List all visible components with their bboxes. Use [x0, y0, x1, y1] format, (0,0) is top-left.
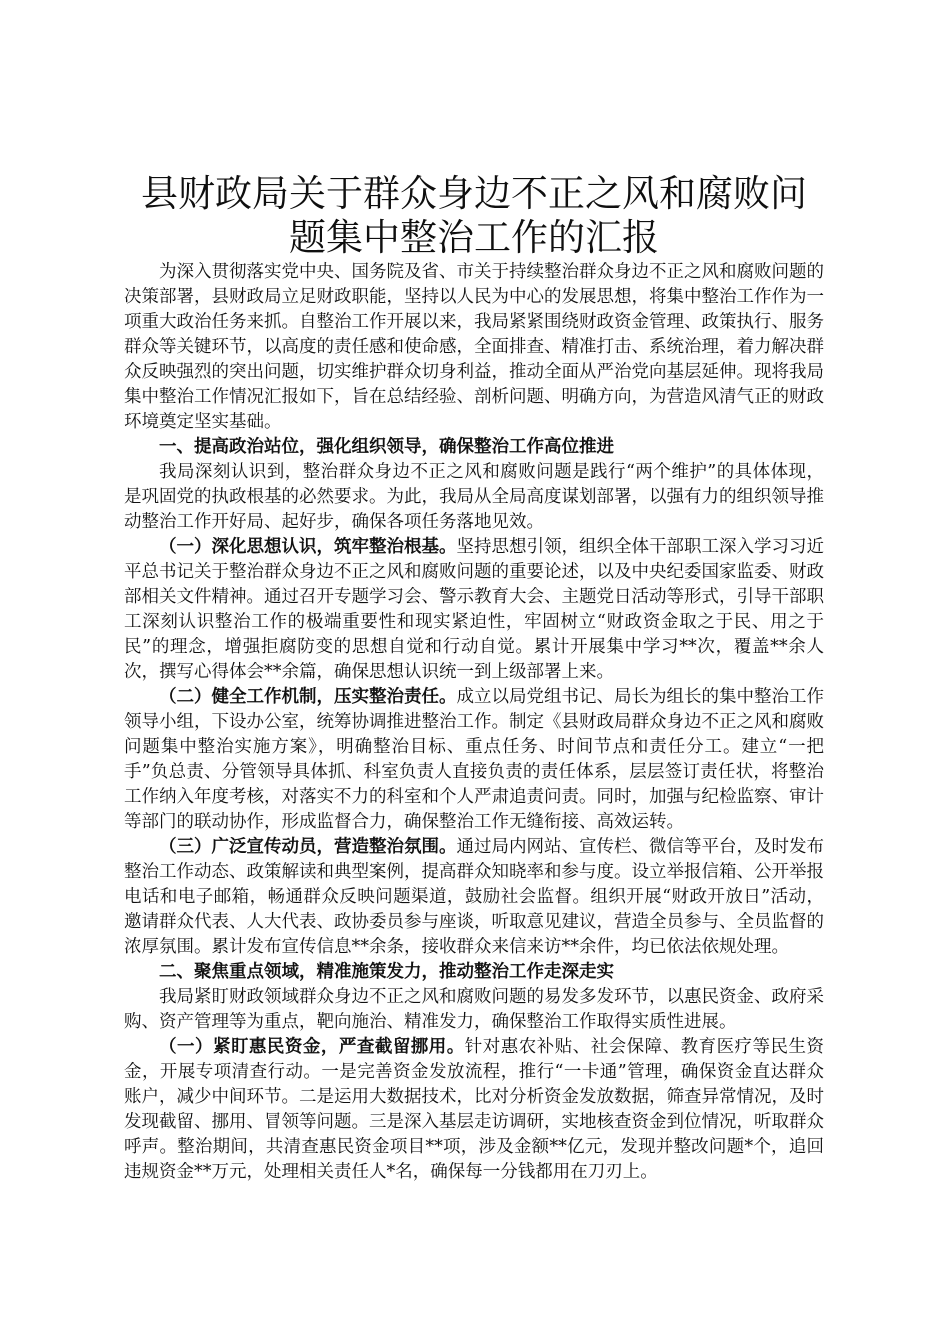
intro-paragraph: 为深入贯彻落实党中央、国务院及省、市关于持续整治群众身边不正之风和腐败问题的决策部署，县财政局立足财政职能，坚持以人民为中心的发展思想，将集中整治工作作为一项重大政治任务来抓。自整治工作开展以来，我局紧紧围绕财政资金管理、政策执行、服务群众等关键环节，以高度的责任感和使命感，全面排查、精准打击、系统治理，着力解决群众反映强烈的突出问题，切实维护群众切身利益，推动全面从严治党向基层延伸。现将我局集中整治工作情况汇报如下，旨在总结经验、剖析问题、明确方向，为营造风清气正的财政环境奠定坚实基础。 [124, 262, 824, 432]
section-1-item-1-text: 坚持思想引领，组织全体干部职工深入学习习近平总书记关于整治群众身边不正之风和腐败问题的重要论述，以及中央纪委国家监委、财政部相关文件精神。通过召开专题学习会、警示教育大会、主题党日活动等形式，引导干部职工深刻认识整治工作的极端重要性和现实紧迫性，牢固树立“财政资金取之于民、用之于民”的理念，增强拒腐防变的思想自觉和行动自觉。累计开展集中学习**次，覆盖**余人次，撰写心得体会**余篇，确保思想认识统一到上级部署上来。 [124, 537, 824, 682]
section-2-item-1-lead: （一）紧盯惠民资金，严查截留挪用。 [159, 1037, 465, 1057]
document-content [124, 172, 824, 1185]
section-1-item-2 [124, 685, 824, 835]
document-body [124, 260, 824, 1185]
section-1-item-3-text: 通过局内网站、宣传栏、微信等平台，及时发布整治工作动态、政策解读和典型案例，提高群众知晓率和参与度。设立举报信箱、公开举报电话和电子邮箱，畅通群众反映问题渠道，鼓励社会监督。组织开展“财政开放日”活动，邀请群众代表、人大代表、政协委员参与座谈，听取意见建议，营造全员参与、全员监督的浓厚氛围。累计发布宣传信息**余条，接收群众来信来访**余件，均已依法依规处理。 [124, 837, 824, 957]
section-2-intro: 我局紧盯财政领域群众身边不正之风和腐败问题的易发多发环节，以惠民资金、政府采购、资产管理等为重点，靶向施治、精准发力，确保整治工作取得实质性进展。 [124, 987, 824, 1032]
section-1-item-3 [124, 835, 824, 960]
section-1-intro: 我局深刻认识到，整治群众身边不正之风和腐败问题是践行“两个维护”的具体体现，是巩固党的执政根基的必然要求。为此，我局从全局高度谋划部署，以强有力的组织领导推动整治工作开好局、起好步，确保各项任务落地见效。 [124, 462, 824, 532]
section-1-item-1-lead: （一）深化思想认识，筑牢整治根基。 [159, 537, 457, 557]
section-1-item-2-lead: （二）健全工作机制，压实整治责任。 [159, 687, 457, 707]
section-1-item-1 [124, 535, 824, 685]
section-1-heading: 一、提高政治站位，强化组织领导，确保整治工作高位推进 [159, 437, 614, 457]
document-title: 县财政局关于群众身边不正之风和腐败问题集中整治工作的汇报 [141, 172, 807, 259]
section-1-item-3-lead: （三）广泛宣传动员，营造整治氛围。 [159, 837, 457, 857]
section-1-item-2-text: 成立以局党组书记、局长为组长的集中整治工作领导小组，下设办公室，统筹协调推进整治工作。制定《县财政局群众身边不正之风和腐败问题集中整治实施方案》，明确整治目标、重点任务、时间节点和责任分工。建立“一把手”负总责、分管领导具体抓、科室负责人直接负责的责任体系，层层签订责任状，将整治工作纳入年度考核，对落实不力的科室和个人严肃追责问责。同时，加强与纪检监察、审计等部门的联动协作，形成监督合力，确保整治工作无缝衔接、高效运转。 [124, 687, 824, 832]
section-2-heading: 二、聚焦重点领域，精准施策发力，推动整治工作走深走实 [159, 962, 614, 982]
section-2-item-1 [124, 1035, 824, 1185]
section-2-item-1-text: 针对惠农补贴、社会保障、教育医疗等民生资金，开展专项清查行动。一是完善资金发放流程，推行“一卡通”管理，确保资金直达群众账户，减少中间环节。二是运用大数据技术，比对分析资金发放数据，筛查异常情况，及时发现截留、挪用、冒领等问题。三是深入基层走访调研，实地核查资金到位情况，听取群众呼声。整治期间，共清查惠民资金项目**项，涉及金额**亿元，发现并整改问题*个，追回违规资金**万元，处理相关责任人*名，确保每一分钱都用在刀刃上。 [124, 1037, 825, 1182]
